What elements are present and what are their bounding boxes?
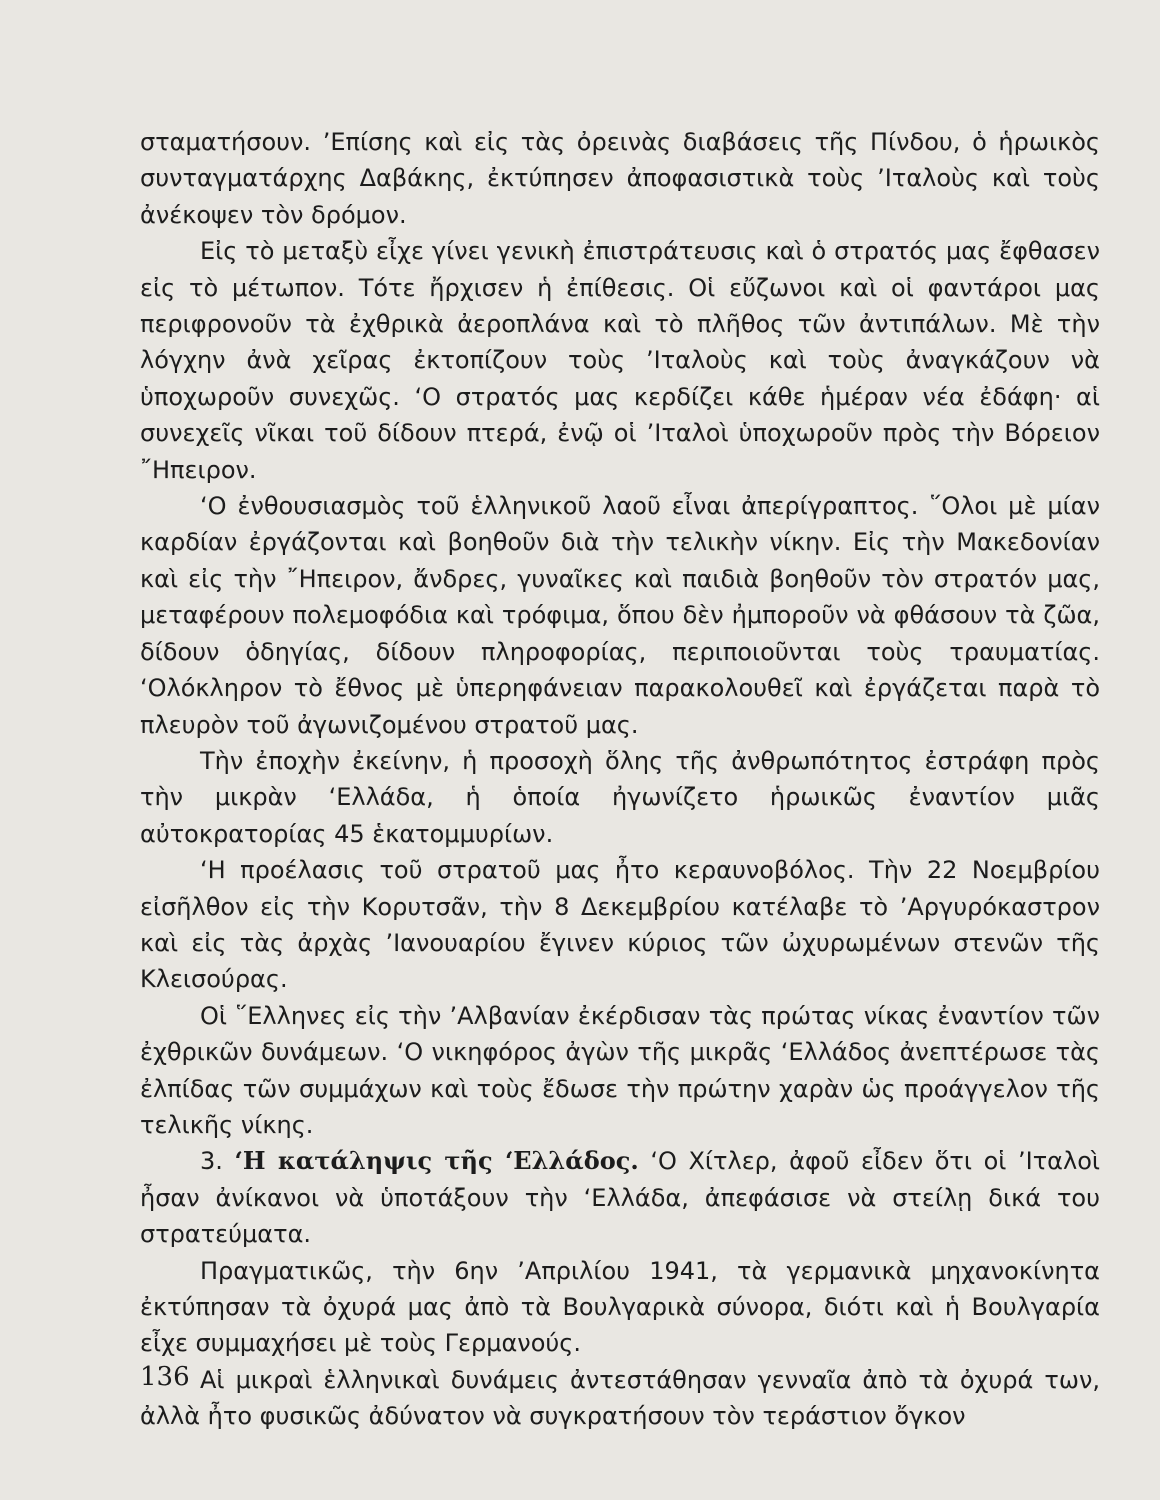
section-3-paragraph: [140, 1143, 1100, 1252]
paragraph-1: σταματήσουν. ’Επίσης καὶ εἰς τὰς ὀρεινὰς διαβάσεις τῆς Πίνδου, ὁ ἡρωικὸς συνταγματάρχης Δαβάκης, ἐκτύπησεν ἀποφασιστικὰ τοὺς ’Ιταλοὺς καὶ τοὺς ἀνέκοψεν τὸν δρόμον.: [140, 128, 1100, 229]
section-heading: ‘Η κατάληψις τῆς ‘Ελλάδος.: [234, 1146, 639, 1176]
section-text: ‘Ο Χίτλερ, ἀφοῦ εἶδεν ὅτι οἱ ’Ιταλοὶ ἦσαν ἀνίκανοι νὰ ὑποτάξουν τὴν ‘Ελλάδα, ἀπεφάσισε νὰ στείλῃ δικά του στρατεύματα.: [140, 1147, 1100, 1249]
paragraph-8: Αἱ μικραὶ ἑλληνικαὶ δυνάμεις ἀντεστάθησαν γενναῖα ἀπὸ τὰ ὀχυρά των, ἀλλὰ ἦτο φυσικῶς ἀδύνατον νὰ συγκρατήσουν τὸν τεράστιον ὄγκον: [140, 1365, 1100, 1431]
section-number: 3.: [200, 1147, 223, 1176]
paragraph-6: Οἱ ῞Ελληνες εἰς τὴν ’Αλβανίαν ἐκέρδισαν τὰς πρώτας νίκας ἐναντίον τῶν ἐχθρικῶν δυνάμεων. ‘Ο νικηφόρος ἀγὼν τῆς μικρᾶς ‘Ελλάδος ἀνεπτέρωσε τὰς ἐλπίδας τῶν συμμάχων καὶ τοὺς ἔδωσε τὴν πρώτην χαρὰν ὡς προάγγελον τῆς τελικῆς νίκης.: [140, 1001, 1100, 1139]
paragraph-4: Τὴν ἐποχὴν ἐκείνην, ἡ προσοχὴ ὅλης τῆς ἀνθρωπότητος ἐστράφη πρὸς τὴν μικρὰν ‘Ελλάδα, ἡ ὁποία ἠγωνίζετο ἡρωικῶς ἐναντίον μιᾶς αὐτοκρατορίας 45 ἑκατομμυρίων.: [140, 746, 1100, 848]
body-text: [140, 124, 1100, 1435]
paragraph-2: Εἰς τὸ μεταξὺ εἶχε γίνει γενικὴ ἐπιστράτευσις καὶ ὁ στρατός μας ἔφθασεν εἰς τὸ μέτωπον. Τότε ἤρχισεν ἡ ἐπίθεσις. Οἱ εὔζωνοι καὶ οἱ φαντάροι μας περιφρονοῦν τὰ ἐχθρικὰ ἀεροπλάνα καὶ τὸ πλῆθος τῶν ἀντιπάλων. Μὲ τὴν λόγχην ἀνὰ χεῖρας ἐκτοπίζουν τοὺς ’Ιταλοὺς καὶ τοὺς ἀναγκάζουν νὰ ὑποχωροῦν συνεχῶς. ‘Ο στρατός μας κερδίζει κάθε ἡμέραν νέα ἐδάφη· αἱ συνεχεῖς νῖκαι τοῦ δίδουν πτερά, ἐνῷ οἱ ’Ιταλοὶ ὑποχωροῦν πρὸς τὴν Βόρειον ῎Ηπειρον.: [140, 237, 1100, 484]
paragraph-7: Πραγματικῶς, τὴν 6ην ’Απριλίου 1941, τὰ γερμανικὰ μηχανοκίνητα ἐκτύπησαν τὰ ὀχυρά μας ἀπὸ τὰ Βουλγαρικὰ σύνορα, διότι καὶ ἡ Βουλγαρία εἶχε συμμαχήσει μὲ τοὺς Γερμανούς.: [140, 1256, 1100, 1358]
paragraph-5: ‘Η προέλασις τοῦ στρατοῦ μας ἦτο κεραυνοβόλος. Τὴν 22 Νοεμβρίου εἰσῆλθον εἰς τὴν Κορυτσᾶν, τὴν 8 Δεκεμβρίου κατέλαβε τὸ ’Αργυρόκαστρον καὶ εἰς τὰς ἀρχὰς ’Ιανουαρίου ἔγινεν κύριος τῶν ὠχυρωμένων στενῶν τῆς Κλεισούρας.: [140, 856, 1100, 994]
paragraph-3: ‘Ο ἐνθουσιασμὸς τοῦ ἑλληνικοῦ λαοῦ εἶναι ἀπερίγραπτος. ῞Ολοι μὲ μίαν καρδίαν ἐργάζονται καὶ βοηθοῦν διὰ τὴν τελικὴν νίκην. Εἰς τὴν Μακεδονίαν καὶ εἰς τὴν ῎Ηπειρον, ἄνδρες, γυναῖκες καὶ παιδιὰ βοηθοῦν τὸν στρατόν μας, μεταφέρουν πολεμοφόδια καὶ τρόφιμα, ὅπου δὲν ἠμποροῦν νὰ φθάσουν τὰ ζῶα, δίδουν ὁδηγίας, δίδουν πληροφορίας, περιποιοῦνται τοὺς τραυματίας. ‘Ολόκληρον τὸ ἔθνος μὲ ὑπερηφάνειαν παρακολουθεῖ καὶ ἐργάζεται παρὰ τὸ πλευρὸν τοῦ ἀγωνιζομένου στρατοῦ μας.: [140, 492, 1100, 739]
page-number: 136: [140, 1362, 190, 1392]
